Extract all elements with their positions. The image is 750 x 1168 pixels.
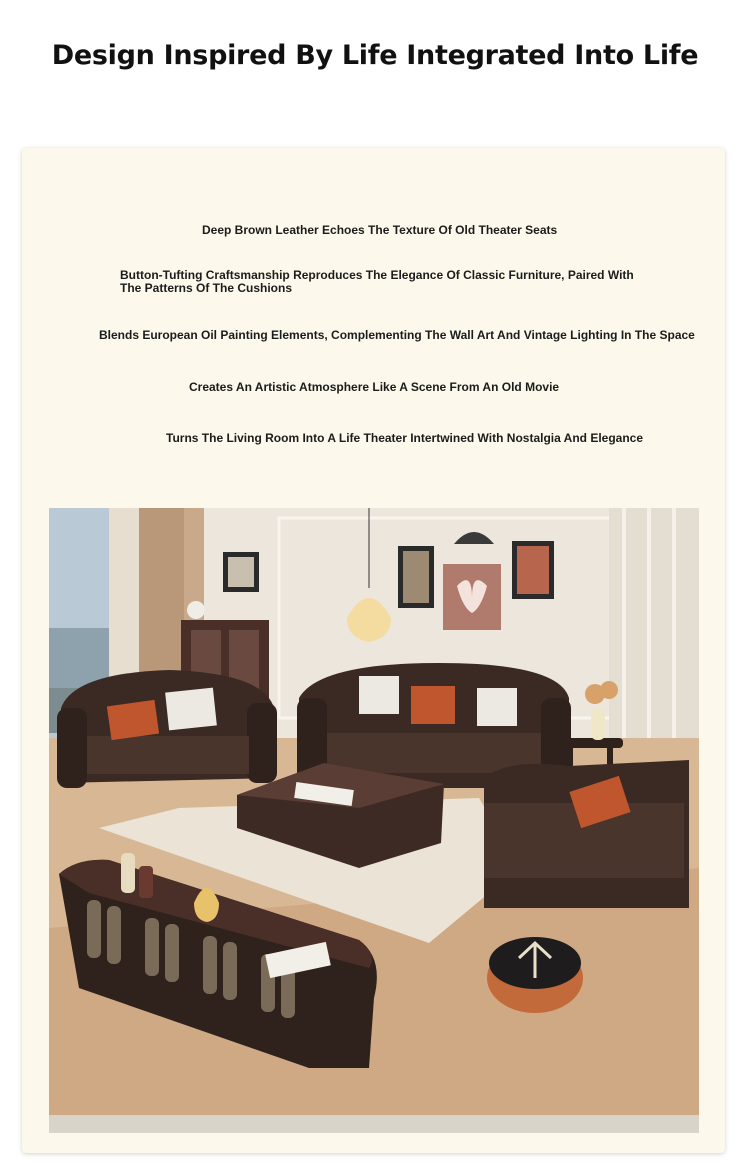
- feature-line-4: Creates An Artistic Atmosphere Like A Scene From An Old Movie: [189, 380, 560, 394]
- page-title: Design Inspired By Life Integrated Into Life: [51, 40, 699, 71]
- feature-line-1: Deep Brown Leather Echoes The Texture Of Old Theater Seats: [202, 223, 558, 237]
- feature-line-2b: The Patterns Of The Cushions: [120, 281, 293, 295]
- feature-line-2: Button-Tufting Craftsmanship Reproduces The Elegance Of Classic Furniture, Paired With: [120, 268, 634, 282]
- feature-line-3: Blends European Oil Painting Elements, Complementing The Wall Art And Vintage Lighting In The Space: [99, 328, 695, 342]
- feature-line-5: Turns The Living Room Into A Life Theater Intertwined With Nostalgia And Elegance: [166, 431, 644, 445]
- photo-shadow-strip: [49, 1115, 699, 1133]
- living-room-photo: [49, 508, 699, 1115]
